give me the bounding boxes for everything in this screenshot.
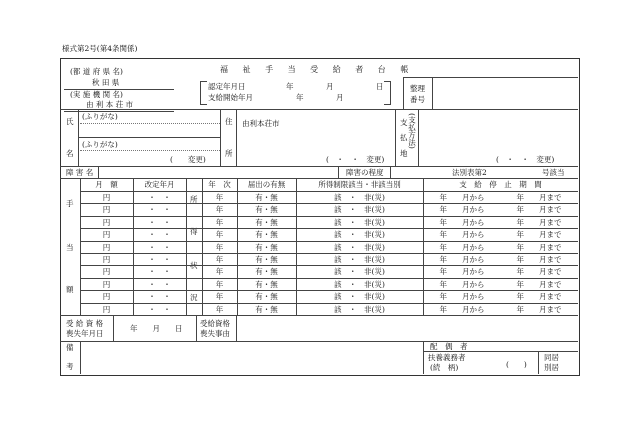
income-limit-cell: 該 ・ 非(災): [334, 279, 385, 289]
pref-value: 秋 田 県: [92, 78, 120, 87]
loss-date-label: 受 給 資 格: [66, 319, 104, 328]
income-side-label: 所: [190, 195, 198, 204]
filed-cell: 有・無: [255, 292, 278, 302]
payment-place-field[interactable]: [420, 112, 576, 152]
col-income-limit: 所得制限該当・非該当別: [318, 180, 401, 189]
revised-date-cell: ・ ・: [148, 242, 171, 252]
suspend-from-cell: 年 月から: [439, 267, 485, 277]
year-cell: 年: [215, 267, 224, 277]
filed-cell: 有・無: [255, 205, 278, 215]
filed-cell: 有・無: [255, 279, 278, 289]
suspend-from-cell: 年 月から: [439, 217, 485, 227]
furigana-label: (ふりがな): [82, 112, 118, 121]
filed-cell: 有・無: [255, 304, 278, 314]
agency-label: (実 施 機 関 名): [70, 90, 123, 99]
col-year: 年 次: [208, 180, 231, 189]
yen-cell: 円: [102, 230, 111, 240]
relationship-paren: ( ): [506, 360, 527, 369]
disability-name-field[interactable]: [100, 167, 336, 177]
yen-cell: 円: [102, 267, 111, 277]
revised-date-cell: ・ ・: [148, 255, 171, 264]
suspend-to-cell: 年 月まで: [516, 304, 562, 314]
suspend-to-cell: 年 月まで: [516, 193, 562, 202]
suspend-from-cell: 年 月から: [439, 292, 485, 302]
form-number-label: 様式第2号(第4条関係): [62, 44, 138, 53]
certified-date-label: 認定年月日: [208, 82, 246, 91]
income-limit-cell: 該 ・ 非(災): [334, 292, 385, 302]
loss-date-value: 年 月 日: [130, 324, 183, 333]
name-label: 氏: [66, 117, 74, 126]
yen-cell: 円: [102, 279, 111, 289]
year-cell: 年: [215, 217, 224, 227]
suspend-to-cell: 年 月まで: [516, 242, 562, 252]
suspend-to-cell: 年 月まで: [516, 292, 562, 302]
filed-cell: 有・無: [255, 230, 278, 240]
payment-method-label: (支払方法): [407, 113, 417, 149]
allowance-side-label: 手: [66, 199, 74, 208]
income-limit-cell: 該 ・ 非(災): [334, 205, 385, 215]
year-cell: 年: [215, 242, 224, 252]
payment-place-label: 支: [400, 118, 408, 127]
suspend-from-cell: 年 月から: [439, 193, 485, 202]
name-field[interactable]: [80, 124, 218, 136]
yen-cell: 円: [102, 205, 111, 215]
form-title: 福 祉 手 当 受 給 者 台 帳: [220, 65, 415, 74]
filed-cell: 有・無: [255, 255, 278, 264]
year-cell: 年: [215, 304, 224, 314]
income-limit-cell: 該 ・ 非(災): [334, 230, 385, 240]
remarks-label: 備: [66, 343, 74, 352]
yen-cell: 円: [102, 255, 111, 264]
suspend-to-cell: 年 月まで: [516, 279, 562, 289]
year-cell: 年: [215, 230, 224, 240]
year-cell: 年: [215, 255, 224, 264]
agency-value: 由 利 本 荘 市: [86, 100, 134, 109]
suspend-to-cell: 年 月まで: [516, 205, 562, 215]
filed-cell: 有・無: [255, 217, 278, 227]
revised-date-cell: ・ ・: [148, 193, 171, 202]
income-limit-cell: 該 ・ 非(災): [334, 242, 385, 252]
year-cell: 年: [215, 205, 224, 215]
suspend-to-cell: 年 月まで: [516, 230, 562, 240]
address-field[interactable]: [238, 130, 393, 150]
filed-cell: 有・無: [255, 267, 278, 277]
income-limit-cell: 該 ・ 非(災): [334, 255, 385, 264]
remarks-field[interactable]: [82, 342, 420, 372]
yen-cell: 円: [102, 304, 111, 314]
supporter-label: 扶養義務者: [428, 353, 466, 362]
suspend-to-cell: 年 月まで: [516, 267, 562, 277]
income-limit-cell: 該 ・ 非(災): [334, 193, 385, 202]
ledger-label: 整理: [410, 84, 425, 93]
filed-cell: 有・無: [255, 193, 278, 202]
suspend-from-cell: 年 月から: [439, 279, 485, 289]
col-filed: 届出の有無: [247, 180, 286, 189]
address-change-note: ( ・ ・ 変更): [326, 155, 385, 164]
disability-degree-label: 障害の程度: [346, 168, 384, 177]
year-cell: 年: [215, 193, 224, 202]
revised-date-cell: ・ ・: [148, 292, 171, 302]
suspend-to-cell: 年 月まで: [516, 217, 562, 227]
loss-reason-label: 受給資格: [200, 319, 230, 328]
yen-cell: 円: [102, 193, 111, 202]
col-revised-date: 改定年月: [144, 180, 175, 189]
col-monthly-amount: 月 額: [95, 180, 118, 189]
cohabit-label: 同居: [544, 353, 559, 362]
yen-cell: 円: [102, 292, 111, 302]
loss-reason-field[interactable]: [238, 316, 576, 340]
income-limit-cell: 該 ・ 非(災): [334, 217, 385, 227]
revised-date-cell: ・ ・: [148, 279, 171, 289]
name-change-note: ( 変更): [170, 155, 206, 164]
revised-date-cell: ・ ・: [148, 205, 171, 215]
suspend-from-cell: 年 月から: [439, 230, 485, 240]
address-value: 由利本荘市: [242, 119, 280, 128]
spouse-label: 配 偶 者: [430, 342, 468, 351]
revised-date-cell: ・ ・: [148, 267, 171, 277]
payment-change-note: ( ・ ・ 変更): [496, 155, 555, 164]
yen-cell: 円: [102, 242, 111, 252]
revised-date-cell: ・ ・: [148, 230, 171, 240]
year-cell: 年: [215, 292, 224, 302]
revised-date-cell: ・ ・: [148, 304, 171, 314]
revised-date-cell: ・ ・: [148, 217, 171, 227]
year-cell: 年: [215, 279, 224, 289]
income-limit-cell: 該 ・ 非(災): [334, 267, 385, 277]
address-label: 住: [225, 117, 233, 126]
suspend-from-cell: 年 月から: [439, 242, 485, 252]
ledger-number-field[interactable]: [433, 78, 577, 108]
pref-label: (都 道 府 県 名): [70, 67, 123, 76]
col-suspension-period: 支 給 停 止 期 間: [459, 180, 542, 189]
suspend-to-cell: 年 月まで: [516, 255, 562, 264]
income-limit-cell: 該 ・ 非(災): [334, 304, 385, 314]
suspend-from-cell: 年 月から: [439, 304, 485, 314]
start-date-label: 支給開始年月: [208, 93, 253, 102]
disability-name-label: 障 害 名: [66, 168, 94, 177]
suspend-from-cell: 年 月から: [439, 205, 485, 215]
yen-cell: 円: [102, 217, 111, 227]
filed-cell: 有・無: [255, 242, 278, 252]
law-table-label: 法別表第2: [452, 168, 487, 177]
suspend-from-cell: 年 月から: [439, 255, 485, 264]
item-applicable-label: 号該当: [542, 168, 565, 177]
